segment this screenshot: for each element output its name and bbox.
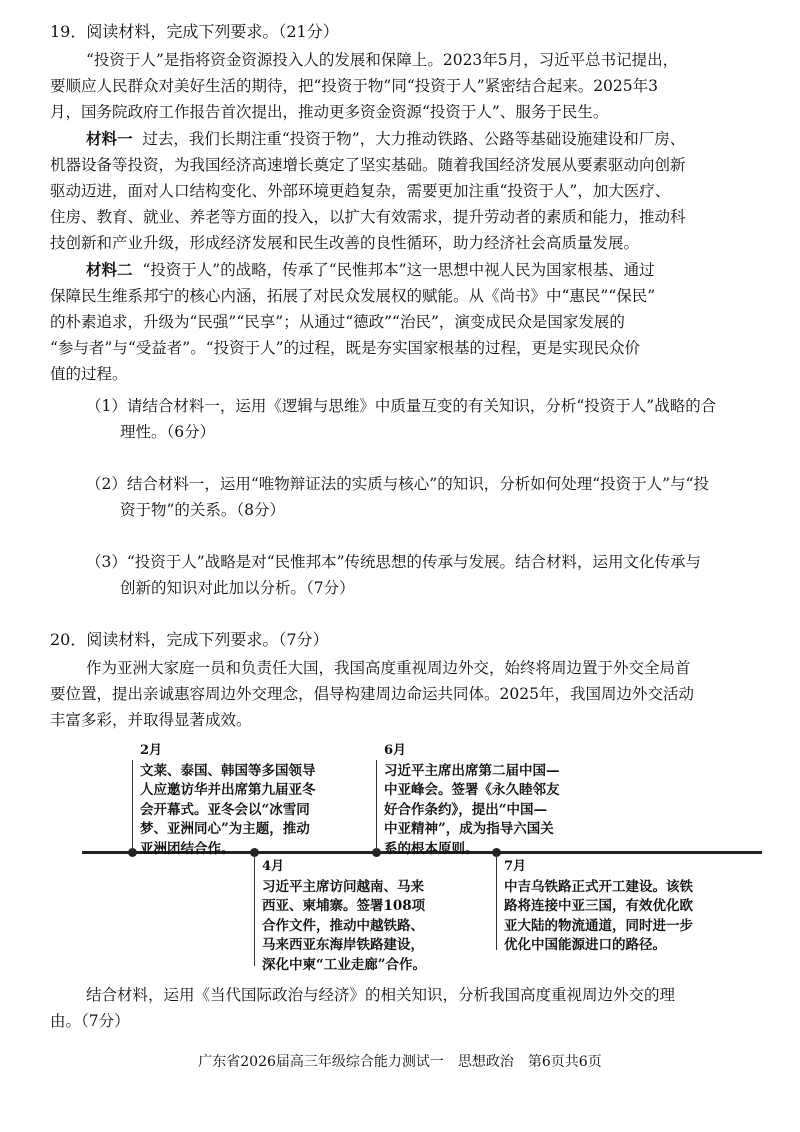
event-line: 梦、亚洲同心”为主题，推动 — [140, 821, 310, 837]
event-line: 人应邀访华并出席第九届亚冬 — [140, 782, 316, 798]
q19-sub3-line: 创新的知识对此加以分析。（7分） — [120, 579, 355, 597]
timeline-event-apr — [262, 857, 426, 975]
event-line: 中亚峰会。签署《永久睦邻友 — [384, 782, 560, 798]
q19-material2-line: 保障民生维系邦宁的核心内涵，拓展了对民众发展权的赋能。从《尚书》中“惠民”“保民” — [50, 287, 656, 305]
q19-intro-line: “投资于人”是指将资金资源投入人的发展和保障上。2023年5月，习近平总书记提出， — [86, 51, 679, 69]
material1-text: 过去，我们长期注重“投资于物”，大力推动铁路、公路等基础设施建设和厂房、 — [142, 130, 686, 148]
q19-material1-line: 技创新和产业升级，形成经济发展和民生改善的良性循环，助力经济社会高质量发展。 — [50, 234, 640, 252]
q19-material2-line: 的朴素追求，升级为“民强”“民享”；从通过“德政”“治民”，演变成民众是国家发展的 — [50, 313, 625, 331]
event-line: 亚洲团结合作。 — [140, 840, 235, 857]
q20-intro-line: 作为亚洲大家庭一员和负责任大国，我国高度重视周边外交，始终将周边置于外交全局首 — [86, 659, 691, 677]
q19-intro-line: 要顺应人民群众对美好生活的期待，把“投资于物”同“投资于人”紧密结合起来。2025年3 — [50, 77, 659, 95]
q19-sub2-line: （2）结合材料一，运用“唯物辩证法的实质与核心”的知识，分析如何处理“投资于人”与“投 — [86, 475, 709, 493]
event-month: 4月 — [262, 859, 285, 874]
timeline-bracket — [254, 854, 255, 966]
material2-text: “投资于人”的战略，传承了“民惟邦本”这一思想中视人民为国家根基、通过 — [142, 261, 655, 279]
q19-material1-line: 驱动迈进，面对人口结构变化、外部环境更趋复杂，需要更加注重“投资于人”，加大医疗、 — [50, 182, 671, 200]
event-line: 文莱、泰国、韩国等多国领导 — [140, 762, 316, 779]
timeline-event-feb — [140, 741, 316, 859]
q20-intro-line: 丰富多彩，并取得显著成效。 — [50, 711, 252, 729]
event-line: 好合作条约》，提出“中国— — [384, 801, 548, 818]
event-line: 路将连接中亚三国，有效优化欧 — [504, 898, 693, 914]
q19-sub2-line: 资于物”的关系。（8分） — [120, 501, 286, 519]
q19-material2-line: “参与者”与“受益者”。“投资于人”的过程，既是夯实国家根基的过程，更是实现民众价 — [50, 339, 641, 357]
q19-material1-line: 住房、教育、就业、养老等方面的投入，以扩大有效需求，提升劳动者的素质和能力，推动科 — [50, 208, 686, 226]
q19-sub1-line: 理性。（6分） — [120, 423, 216, 441]
event-line: 亚大陆的物流通道，同时进一步 — [504, 917, 693, 934]
q20-header: 20．阅读材料，完成下列要求。（7分） — [50, 630, 329, 649]
event-month: 2月 — [140, 743, 163, 758]
event-line: 深化中柬“工业走廊”合作。 — [262, 956, 427, 973]
page-footer: 广东省2026届高三年级综合能力测试一 思想政治 第6页共6页 — [198, 1054, 602, 1070]
q19-material1-first — [86, 129, 685, 149]
event-line: 习近平主席访问越南、马来 — [262, 878, 424, 895]
event-line: 合作文件，推动中越铁路、 — [262, 917, 424, 934]
event-line: 习近平主席出席第二届中国— — [384, 762, 560, 779]
q20-intro-line: 要位置，提出亲诚惠容周边外交理念，倡导构建周边命运共同体。2025年，我国周边外交活动 — [50, 685, 694, 703]
event-month: 7月 — [504, 859, 527, 874]
timeline-bracket — [132, 760, 133, 852]
timeline-event-jul — [504, 857, 693, 956]
event-line: 优化中国能源进口的路径。 — [504, 937, 666, 953]
q19-sub1-line: （1）请结合材料一，运用《逻辑与思维》中质量互变的有关知识，分析“投资于人”战略的合 — [86, 397, 717, 415]
q19-header: 19．阅读材料，完成下列要求。（21分） — [50, 22, 339, 41]
event-line: 马来西亚东海岸铁路建设， — [262, 937, 424, 953]
q19-intro-line: 月，国务院政府工作报告首次提出，推动更多资金资源“投资于人”、服务于民生。 — [50, 103, 609, 121]
event-line: 系的根本原则。 — [384, 840, 479, 857]
q19-sub3-line: （3）“投资于人”战略是对“民惟邦本”传统思想的传承与发展。结合材料，运用文化传承与 — [86, 553, 702, 571]
event-line: 西亚、柬埔寨。签署108项 — [262, 898, 426, 914]
timeline-bracket — [376, 760, 377, 852]
event-line: 中亚精神”，成为指导六国关 — [384, 821, 554, 837]
material2-label: 材料二 — [86, 260, 133, 279]
event-line: 中吉乌铁路正式开工建设。该铁 — [504, 878, 693, 895]
q20-question-line: 由。（7分） — [50, 1012, 130, 1030]
event-line: 会开幕式。亚冬会以“冰雪同 — [140, 801, 310, 818]
timeline-bracket — [496, 854, 497, 950]
q20-question-line: 结合材料，运用《当代国际政治与经济》的相关知识，分析我国高度重视周边外交的理 — [86, 986, 676, 1004]
q19-material2-first — [86, 260, 655, 280]
timeline-event-jun — [384, 741, 560, 859]
event-month: 6月 — [384, 743, 407, 758]
q19-material2-line: 值的过程。 — [50, 365, 128, 383]
q19-material1-line: 机器设备等投资，为我国经济高速增长奠定了坚实基础。随着我国经济发展从要素驱动向创新 — [50, 156, 686, 174]
material1-label: 材料一 — [86, 129, 133, 148]
